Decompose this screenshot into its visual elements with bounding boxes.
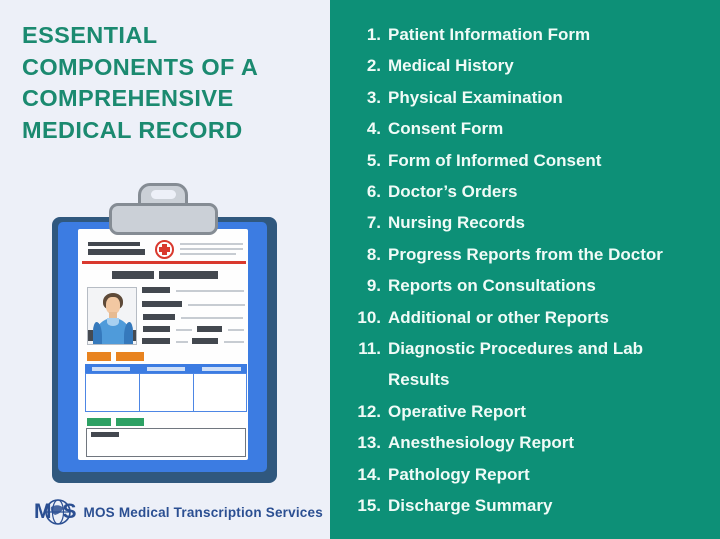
field-line	[224, 341, 244, 343]
field-line	[176, 290, 244, 292]
notes-bar	[91, 432, 119, 437]
title-line-4: MEDICAL RECORD	[22, 116, 243, 143]
paper-header-line	[180, 248, 243, 250]
field-bar	[192, 338, 218, 344]
logo-monogram-s: S	[62, 500, 77, 523]
orange-bar	[87, 352, 111, 361]
component-list-panel	[330, 0, 720, 539]
list-item-number: 13.	[357, 433, 381, 453]
avatar-collar	[107, 318, 119, 326]
table-cell	[85, 373, 140, 412]
paper-header-bar	[88, 249, 145, 255]
paper-header-bar	[88, 242, 140, 246]
list-item-number: 7.	[366, 213, 381, 233]
clip-handle-slot	[151, 190, 176, 199]
field-line	[228, 329, 244, 331]
medical-cross-icon	[159, 247, 170, 252]
list-item-number: 15.	[357, 496, 381, 516]
list-item-label: Additional or other Reports	[388, 307, 609, 327]
list-item-label: Anesthesiology Report	[388, 433, 575, 453]
list-item-label: Medical History	[388, 56, 514, 76]
list-item	[348, 333, 708, 396]
field-bar	[197, 326, 222, 332]
field-bar	[143, 326, 170, 332]
list-item-number: 11.	[358, 339, 381, 359]
table-cell	[193, 373, 247, 412]
avatar-sleeve	[124, 322, 133, 345]
list-item	[348, 50, 708, 81]
list-item-number: 4.	[366, 119, 381, 139]
list-item-label: Reports on Consultations	[388, 276, 596, 296]
field-line	[181, 317, 243, 319]
list-item-number: 3.	[366, 87, 381, 107]
table-header-bar	[147, 367, 185, 371]
title-line-1: ESSENTIAL	[22, 22, 158, 48]
left-panel	[0, 0, 330, 539]
field-line	[176, 341, 188, 343]
field-bar	[142, 301, 182, 307]
list-item-label: Consent Form	[388, 119, 504, 139]
section-bar	[159, 271, 218, 279]
list-item-number: 10.	[357, 307, 381, 327]
field-bar	[143, 314, 175, 320]
title-line-2: COMPONENTS OF A	[22, 53, 259, 80]
field-line	[176, 329, 192, 331]
section-bar	[112, 271, 154, 279]
list-item	[348, 207, 708, 238]
logo-monogram	[34, 497, 77, 527]
list-item	[348, 427, 708, 458]
field-bar	[142, 287, 170, 293]
paper-header-line	[180, 253, 236, 255]
list-item-number: 2.	[366, 56, 381, 76]
list-item	[348, 302, 708, 333]
list-item-number: 14.	[357, 464, 381, 484]
list-item-label: Diagnostic Procedures and Lab Results	[388, 339, 644, 390]
list-item-label: Patient Information Form	[388, 25, 591, 44]
table-header-bar	[92, 367, 130, 371]
orange-bar	[116, 352, 144, 361]
table-cell	[139, 373, 194, 412]
title-line-3: COMPREHENSIVE	[22, 85, 234, 111]
table-header-bar	[202, 367, 241, 371]
field-line	[188, 304, 245, 306]
list-item-label: Physical Examination	[388, 87, 563, 107]
list-item	[348, 490, 708, 521]
list-item-number: 5.	[366, 150, 381, 170]
patient-photo	[87, 287, 137, 345]
list-item-label: Operative Report	[388, 401, 526, 421]
page-title	[22, 20, 258, 146]
avatar-armrest	[133, 330, 137, 341]
list-item-label: Form of Informed Consent	[388, 150, 602, 170]
list-item-label: Nursing Records	[388, 213, 525, 233]
list-item	[348, 113, 708, 144]
avatar-armrest	[88, 330, 93, 341]
list-item	[348, 459, 708, 490]
list-item-number: 1.	[366, 25, 381, 44]
list-item	[348, 176, 708, 207]
list-item-number: 6.	[366, 182, 381, 202]
list-item-label: Pathology Report	[388, 464, 530, 484]
list-item-number: 9.	[366, 276, 381, 296]
component-list	[348, 19, 708, 522]
green-bar	[116, 418, 144, 426]
list-item	[348, 19, 708, 50]
logo-monogram-m: M	[34, 500, 52, 523]
field-bar	[142, 338, 170, 344]
list-item-number: 12.	[357, 401, 381, 421]
green-bar	[87, 418, 111, 426]
paper-red-rule	[82, 261, 246, 264]
list-item-label: Doctor’s Orders	[388, 182, 518, 202]
logo	[34, 495, 323, 529]
paper-header-line	[180, 243, 243, 245]
list-item-label: Progress Reports from the Doctor	[388, 244, 663, 264]
list-item	[348, 396, 708, 427]
clipboard-clip-body	[109, 203, 218, 235]
list-item	[348, 239, 708, 270]
logo-text: MOS Medical Transcription Services	[83, 504, 323, 520]
list-item	[348, 82, 708, 113]
list-item-label: Discharge Summary	[388, 496, 553, 516]
list-item	[348, 145, 708, 176]
list-item	[348, 270, 708, 301]
list-item-number: 8.	[366, 244, 381, 264]
